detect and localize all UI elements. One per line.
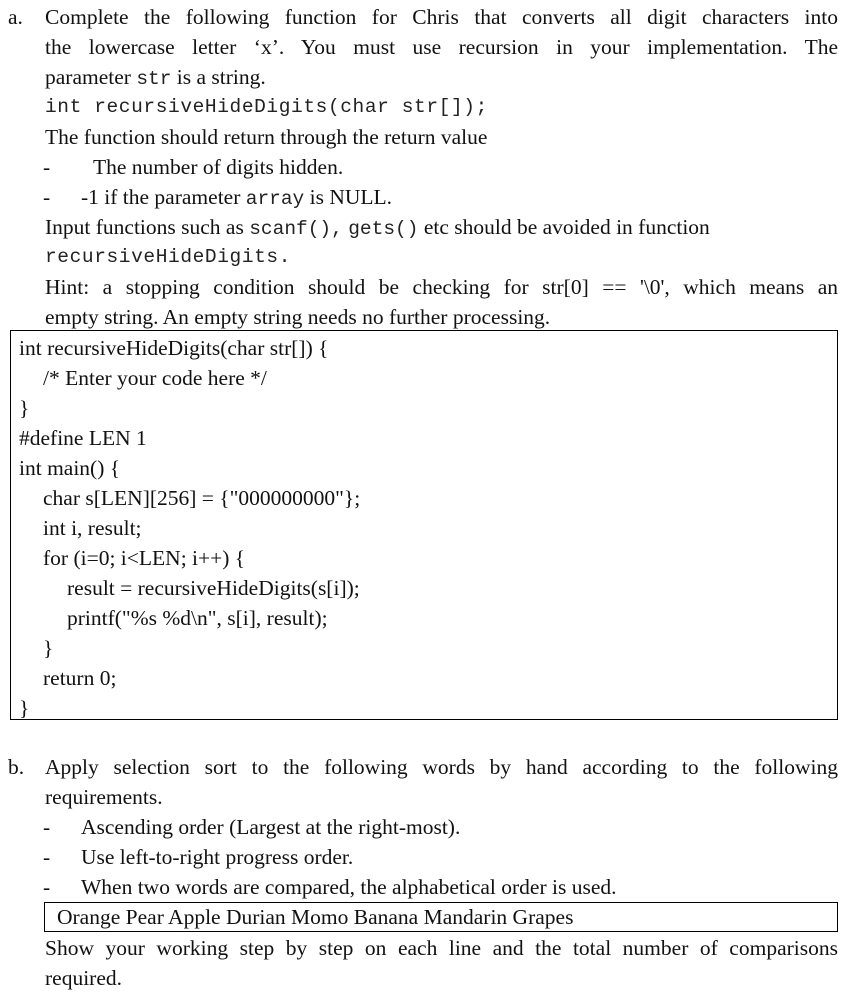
part-a-question	[45, 2, 838, 332]
hint-line: empty string. An empty string needs no further processing.	[45, 305, 551, 329]
requirement-bullet	[45, 872, 838, 902]
part-b-label: b.	[8, 755, 25, 779]
param-code: str	[136, 68, 172, 90]
bullet-dash: -	[43, 875, 51, 899]
return-intro: The function should return through the return value	[45, 125, 488, 149]
function-prototype: int recursiveHideDigits(char str[]);	[45, 96, 488, 118]
param-line	[45, 62, 838, 92]
code-line: char s[LEN][256] = {"000000000"};	[43, 486, 361, 510]
code-line: int i, result;	[43, 516, 142, 540]
code-line: /* Enter your code here */	[43, 366, 267, 390]
param-text: parameter	[45, 65, 137, 89]
part-b-instructions	[45, 933, 838, 993]
bullet-text: Use left-to-right progress order.	[81, 845, 354, 869]
question-line: Apply selection sort to the following words by hand according to the following	[45, 755, 838, 779]
instruction-line: Show your working step by step on each line and the total number of comparisons	[45, 936, 838, 960]
part-b-question	[45, 752, 838, 902]
requirement-bullet	[45, 812, 838, 842]
words-box	[44, 902, 838, 932]
requirement-bullet	[45, 842, 838, 872]
code-line: int main() {	[19, 456, 121, 480]
bullet-dash: -	[43, 845, 51, 869]
function-name-code: recursiveHideDigits.	[45, 246, 292, 268]
gets-code: gets()	[348, 218, 419, 240]
input-functions-line: Input functions such as scanf(), gets() etc should be avoided in function	[45, 215, 710, 240]
bullet-text: Ascending order (Largest at the right-most).	[81, 815, 461, 839]
code-line: }	[43, 636, 54, 660]
param-text: is a string.	[171, 65, 266, 89]
scanf-code: scanf(),	[249, 218, 343, 240]
bullet-text: When two words are compared, the alphabetical order is used.	[81, 875, 617, 899]
code-line: for (i=0; i<LEN; i++) {	[43, 546, 246, 570]
question-line: requirements.	[45, 785, 163, 809]
code-line: }	[19, 696, 30, 720]
bullet-text: -1 if the parameter array is NULL.	[81, 185, 393, 210]
bullet-dash: -	[43, 155, 51, 179]
code-box	[10, 330, 838, 720]
code-line: #define LEN 1	[19, 426, 147, 450]
code-line: }	[19, 396, 30, 420]
bullet-dash: -	[43, 185, 51, 209]
code-line: return 0;	[43, 666, 117, 690]
words-list: Orange Pear Apple Durian Momo Banana Mandarin Grapes	[57, 905, 574, 929]
code-line: int recursiveHideDigits(char str[]) {	[19, 336, 329, 360]
question-line: Complete the following function for Chris that converts all digit characters into	[45, 5, 838, 29]
hint-line: Hint: a stopping condition should be checking for str[0] == '\0', which means an	[45, 275, 838, 299]
instruction-line: required.	[45, 966, 123, 990]
part-a-label: a.	[8, 5, 23, 29]
code-line: result = recursiveHideDigits(s[i]);	[67, 576, 360, 600]
question-line: the lowercase letter ‘x’. You must use recursion in your implementation. The	[45, 35, 838, 59]
bullet-text: The number of digits hidden.	[93, 155, 344, 179]
array-code: array	[245, 188, 305, 210]
return-bullet	[45, 182, 838, 212]
code-line: printf("%s %d\n", s[i], result);	[67, 606, 328, 630]
bullet-dash: -	[43, 815, 51, 839]
return-bullet	[45, 152, 838, 182]
